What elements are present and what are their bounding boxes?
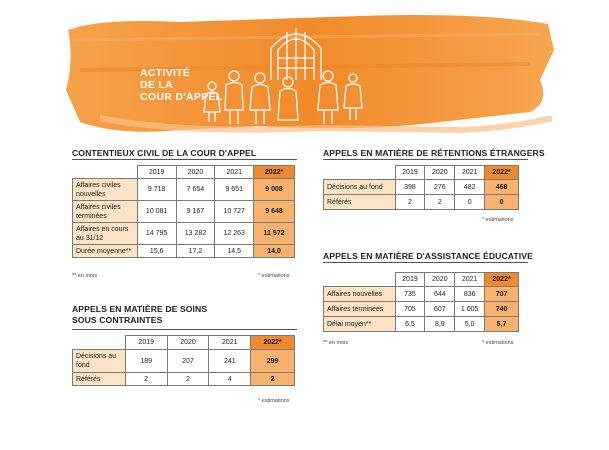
row-label: Affaires nouvelles [324,287,396,302]
table-cell: 10 081 [137,201,176,223]
educative-footnote-estimates: * estimations [482,340,514,346]
table-corner [73,166,138,179]
year-header: 2019 [125,336,167,350]
soins-section-title [72,304,207,326]
year-header: 2020 [167,336,209,350]
table-row [73,223,295,245]
table-row [324,287,519,302]
table-cell: 13 282 [176,223,215,245]
table-row [324,317,519,332]
table-cell: 5,0 [455,317,485,332]
banner-title [140,67,223,103]
table-cell-estimate: 707 [485,287,519,302]
table-cell: 482 [455,180,485,195]
table-row [324,302,519,317]
table-cell: 12 263 [215,223,254,245]
table-cell: 7 654 [176,179,215,201]
row-label: Affaires en cours au 31/12 [73,223,138,245]
table-cell-estimate: 14,0 [254,245,295,258]
row-label: Référés [324,195,396,210]
row-label: Décisions au fond [324,180,396,195]
year-header: 2021 [209,336,251,350]
table-cell-estimate: 0 [485,195,519,210]
table-cell: 2 [395,195,425,210]
table-header-row [324,273,519,287]
year-header: 2021 [455,273,485,287]
table-cell: 9 718 [137,179,176,201]
table-cell: 17,2 [176,245,215,258]
table-row [73,350,295,373]
table-cell: 2 [167,373,209,386]
header-banner [60,10,560,140]
table-cell-estimate: 299 [251,350,295,373]
table-row [73,201,295,223]
table-cell-estimate: 9 008 [254,179,295,201]
row-label: Affaires civiles nouvelles [73,179,138,201]
banner-title-line: DE LA [140,79,173,91]
row-label: Référés [73,373,126,386]
row-label: Durée moyenne** [73,245,138,258]
soins-title-line: SOUS CONTRAINTES [72,315,163,325]
retentions-title-rule [323,159,528,160]
year-header-estimate: 2022* [251,336,295,350]
table-row [324,180,519,195]
table-cell: 836 [455,287,485,302]
row-label: Affaires civiles terminées [73,201,138,223]
row-label: Décisions au fond [73,350,126,373]
retentions-footnote-estimates: * estimations [482,217,514,223]
retentions-table [323,165,519,210]
table-row [73,245,295,258]
retentions-section-title: APPELS EN MATIÈRE DE RÉTENTIONS ÉTRANGERS [323,148,545,158]
table-cell: 705 [395,302,425,317]
civil-footnote-estimates: * estimations [258,273,290,279]
table-cell: 2 [425,195,455,210]
table-cell-estimate: 11 572 [254,223,295,245]
banner-title-line: COUR D'APPEL [140,91,223,103]
table-cell: 10 727 [215,201,254,223]
banner-title-line: ACTIVITÉ [140,67,191,79]
civil-table [72,165,295,258]
year-header: 2019 [395,166,425,180]
year-header: 2021 [215,166,254,179]
table-cell: 189 [125,350,167,373]
table-cell: 9 651 [215,179,254,201]
table-cell: 14,5 [215,245,254,258]
table-header-row [73,166,295,179]
table-cell: 644 [425,287,455,302]
table-cell-estimate: 740 [485,302,519,317]
table-header-row [73,336,295,350]
year-header: 2020 [176,166,215,179]
year-header-estimate: 2022* [254,166,295,179]
table-cell: 15,6 [137,245,176,258]
row-label: Délai moyen** [324,317,396,332]
table-corner [73,336,126,350]
table-cell: 9 167 [176,201,215,223]
civil-section-title: CONTENTIEUX CIVIL DE LA COUR D'APPEL [72,148,257,158]
year-header: 2021 [455,166,485,180]
educative-section-title: APPELS EN MATIÈRE D'ASSISTANCE ÉDUCATIVE [323,251,533,261]
year-header: 2019 [395,273,425,287]
table-cell: 8,9 [425,317,455,332]
courthouse-people-illustration [60,10,560,140]
table-cell: 14 795 [137,223,176,245]
table-cell: 207 [167,350,209,373]
table-cell: 2 [125,373,167,386]
year-header-estimate: 2022* [485,166,519,180]
table-cell-estimate: 5,7 [485,317,519,332]
table-cell: 4 [209,373,251,386]
table-cell: 1 005 [455,302,485,317]
table-cell-estimate: 2 [251,373,295,386]
table-cell-estimate: 9 648 [254,201,295,223]
table-corner [324,273,396,287]
year-header: 2020 [425,273,455,287]
table-header-row [324,166,519,180]
table-cell-estimate: 468 [485,180,519,195]
table-cell: 735 [395,287,425,302]
educative-footnote-months: ** en mois [323,340,349,346]
soins-footnote-estimates: * estimations [258,398,290,404]
table-corner [324,166,396,180]
table-row [73,179,295,201]
educative-table [323,272,519,332]
table-cell: 276 [425,180,455,195]
soins-title-line: APPELS EN MATIÈRE DE SOINS [72,304,208,314]
soins-table [72,335,295,386]
table-cell: 0 [455,195,485,210]
table-row [73,373,295,386]
soins-title-rule [72,329,297,330]
civil-title-rule [72,159,297,160]
table-row [324,195,519,210]
table-cell: 6,5 [395,317,425,332]
civil-footnote-months: ** en mois [72,273,98,279]
table-cell: 398 [395,180,425,195]
year-header-estimate: 2022* [485,273,519,287]
educative-title-rule [323,262,528,263]
year-header: 2020 [425,166,455,180]
table-cell: 241 [209,350,251,373]
table-cell: 607 [425,302,455,317]
row-label: Affaires terminées [324,302,396,317]
year-header: 2019 [137,166,176,179]
